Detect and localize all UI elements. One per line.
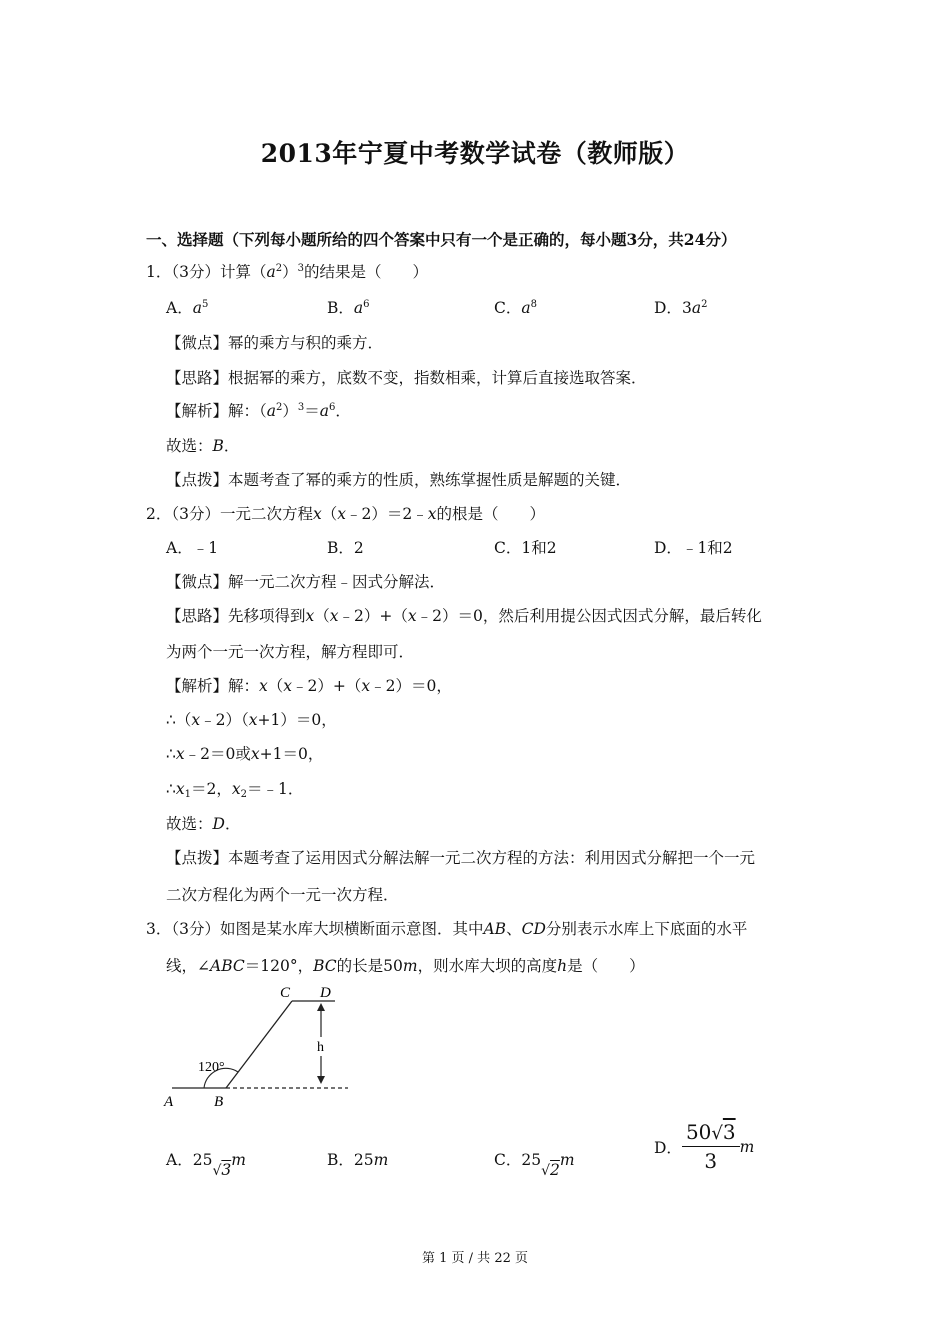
q3-stem-line2: 线，∠ABC＝120°，BC的长是50m，则水库大坝的高度h是（ ） (166, 957, 645, 975)
q3-option-c: C．25√2m (494, 1151, 575, 1179)
q2-jiexi: 【解析】解：x（x﹣2）+（x﹣2）＝0， (166, 677, 452, 695)
q1-dianbo: 【点拨】本题考查了幂的乘方的性质，熟练掌握性质是解题的关键． (166, 471, 632, 489)
label-a: A (164, 1094, 174, 1110)
fraction: $\frac{50√3}{3}$ (682, 1120, 740, 1173)
slope-bc (226, 1001, 292, 1088)
q1-answer: 故选：B． (166, 437, 240, 455)
q2-step1: ∴（x﹣2）（x+1）＝0， (166, 711, 337, 729)
q2-stem: 2．（3分）一元二次方程x（x﹣2）＝2﹣x的根是（ ） (146, 505, 545, 523)
q1-option-c: C．$a^8$ (494, 299, 537, 317)
q2-dianbo-line1: 【点拨】本题考查了运用因式分解法解一元二次方程的方法：利用因式分解把一个一元 (166, 849, 756, 867)
q3-option-d: D． $\frac{50√3}{3}$ m (654, 1120, 755, 1173)
q1-silu: 【思路】根据幂的乘方，底数不变，指数相乘，计算后直接选取答案． (166, 369, 647, 387)
q2-option-a: A．﹣1 (166, 539, 219, 557)
angle-label: 120° (198, 1060, 225, 1075)
section-heading: 一、选择题（下列每小题所给的四个答案中只有一个是正确的，每小题3分，共24分） (146, 230, 737, 249)
q2-step3: $\therefore x_1=2$，$x_2=﹣1$． (166, 780, 304, 800)
q2-step2: ∴x﹣2＝0或x+1＝0， (166, 745, 324, 763)
label-c: C (280, 985, 291, 1001)
q1-weidian: 【微点】幂的乘方与积的乘方． (166, 334, 384, 352)
q3-option-a: A．25√3m (166, 1151, 246, 1179)
q2-silu-line1: 【思路】先移项得到x（x﹣2）+（x﹣2）＝0，然后利用提公因式因式分解，最后转化 (166, 607, 762, 625)
q2-weidian: 【微点】解一元二次方程﹣因式分解法． (166, 573, 446, 591)
page-footer: 第 1 页 / 共 22 页 (422, 1251, 528, 1266)
q1-option-b: B．$a^6$ (327, 299, 370, 317)
arrow-head-down (317, 1076, 325, 1084)
q1-option-d: D．$3a^2$ (654, 299, 708, 317)
q3-stem-line1: 3．（3分）如图是某水库大坝横断面示意图．其中AB、CD分别表示水库上下底面的水平 (146, 920, 748, 938)
page-title: 2013年宁夏中考数学试卷（教师版） (260, 139, 690, 168)
arrow-head-up (317, 1003, 325, 1011)
label-d: D (320, 985, 331, 1001)
q2-silu-line2: 为两个一元一次方程，解方程即可． (166, 643, 415, 661)
sqrt-symbol: √3 (212, 1161, 232, 1179)
q1-stem: 1．（3分）计算$(a^2)^3$的结果是（ ） (146, 263, 429, 281)
label-h: h (317, 1040, 324, 1055)
q2-option-d: D．﹣1和2 (654, 539, 733, 557)
q2-option-c: C．1和2 (494, 539, 557, 557)
q2-answer: 故选：D． (166, 815, 241, 833)
sqrt-symbol: √2 (541, 1161, 560, 1179)
dam-cross-section-figure (160, 980, 360, 1110)
q3-option-b: B．25m (327, 1151, 389, 1169)
q1-jiexi: 【解析】解：$(a^2)^3=a^6$． (166, 402, 351, 420)
q1-option-a: A．$a^5$ (166, 299, 209, 317)
label-b: B (214, 1094, 224, 1110)
q2-option-b: B．2 (327, 539, 364, 557)
q2-dianbo-line2: 二次方程化为两个一元一次方程． (166, 886, 399, 904)
